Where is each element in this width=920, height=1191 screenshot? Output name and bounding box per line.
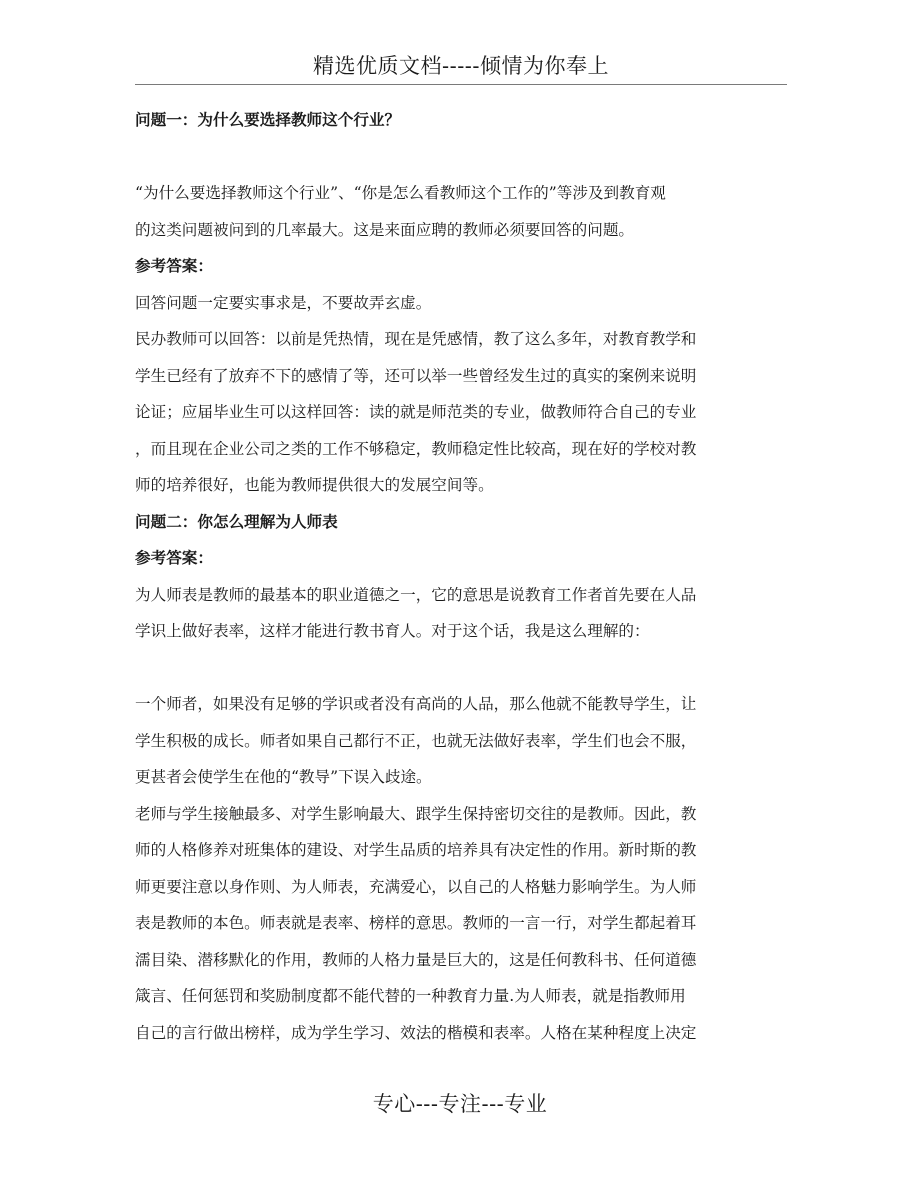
document-body xyxy=(135,102,795,1051)
blank-line xyxy=(135,650,795,687)
paragraph-line: 自己的言行做出榜样，成为学生学习、效法的楷模和表率。人格在某种程度上决定 xyxy=(135,1023,697,1042)
paragraph-line: 学生已经有了放弃不下的感情了等，还可以举一些曾经发生过的真实的案例来说明 xyxy=(135,366,697,385)
page-footer xyxy=(0,1086,920,1122)
paragraph-line: “为什么要选择教师这个行业”、“你是怎么看教师这个工作的”等涉及到教育观 xyxy=(135,184,666,202)
header-title: 精选优质文档-----倾情为你奉上 xyxy=(313,54,609,78)
answer-label-two: 参考答案： xyxy=(135,548,213,567)
answer-label-one: 参考答案： xyxy=(135,256,213,275)
paragraph-line: 师更要注意以身作则、为人师表，充满爱心，以自己的人格魅力影响学生。为人师 xyxy=(135,877,697,896)
page-header xyxy=(135,48,787,85)
paragraph-line: 一个师者，如果没有足够的学识或者没有高尚的人品，那么他就不能教导学生，让 xyxy=(135,695,697,713)
paragraph-line: 师的培养很好，也能为教师提供很大的发展空间等。 xyxy=(135,476,494,494)
paragraph-line: 表是教师的本色。师表就是表率、榜样的意思。教师的一言一行，对学生都起着耳 xyxy=(135,914,697,932)
question-one-title: 问题一：为什么要选择教师这个行业？ xyxy=(135,110,401,129)
footer-text: 专心---专注---专业 xyxy=(372,1092,548,1116)
paragraph-line: 老师与学生接触最多、对学生影响最大、跟学生保持密切交往的是教师。因此，教 xyxy=(135,804,697,823)
paragraph-line: 濡目染、潜移默化的作用，教师的人格力量是巨大的，这是任何教科书、任何道德 xyxy=(135,950,697,969)
question-two-title: 问题二：你怎么理解为人师表 xyxy=(135,511,338,531)
paragraph-line: 民办教师可以回答：以前是凭热情，现在是凭感情，教了这么多年，对教育教学和 xyxy=(135,330,697,348)
paragraph-line: 学识上做好表率，这样才能进行教书育人。对于这个话，我是这么理解的： xyxy=(135,622,650,640)
blank-line xyxy=(135,139,795,176)
paragraph-line: ，而且现在企业公司之类的工作不够稳定，教师稳定性比较高，现在好的学校对教 xyxy=(135,439,697,458)
paragraph-line: 学生积极的成长。师者如果自己都行不正，也就无法做好表率，学生们也会不服， xyxy=(135,731,697,750)
paragraph-line: 论证；应届毕业生可以这样回答：读的就是师范类的专业，做教师符合自己的专业 xyxy=(135,403,697,421)
paragraph-line: 更甚者会使学生在他的“教导”下误入歧途。 xyxy=(135,768,432,786)
paragraph-line: 的这类问题被问到的几率最大。这是来面应聘的教师必须要回答的问题。 xyxy=(135,220,635,239)
paragraph-line: 箴言、任何惩罚和奖励制度都不能代替的一种教育力量.为人师表，就是指教师用 xyxy=(135,987,686,1005)
paragraph-line: 为人师表是教师的最基本的职业道德之一，它的意思是说教育工作者首先要在人品 xyxy=(135,585,697,604)
paragraph-line: 师的人格修养对班集体的建设、对学生品质的培养具有决定性的作用。新时斯的教 xyxy=(135,841,697,859)
paragraph-line: 回答问题一定要实事求是，不要故弄玄虚。 xyxy=(135,293,432,312)
